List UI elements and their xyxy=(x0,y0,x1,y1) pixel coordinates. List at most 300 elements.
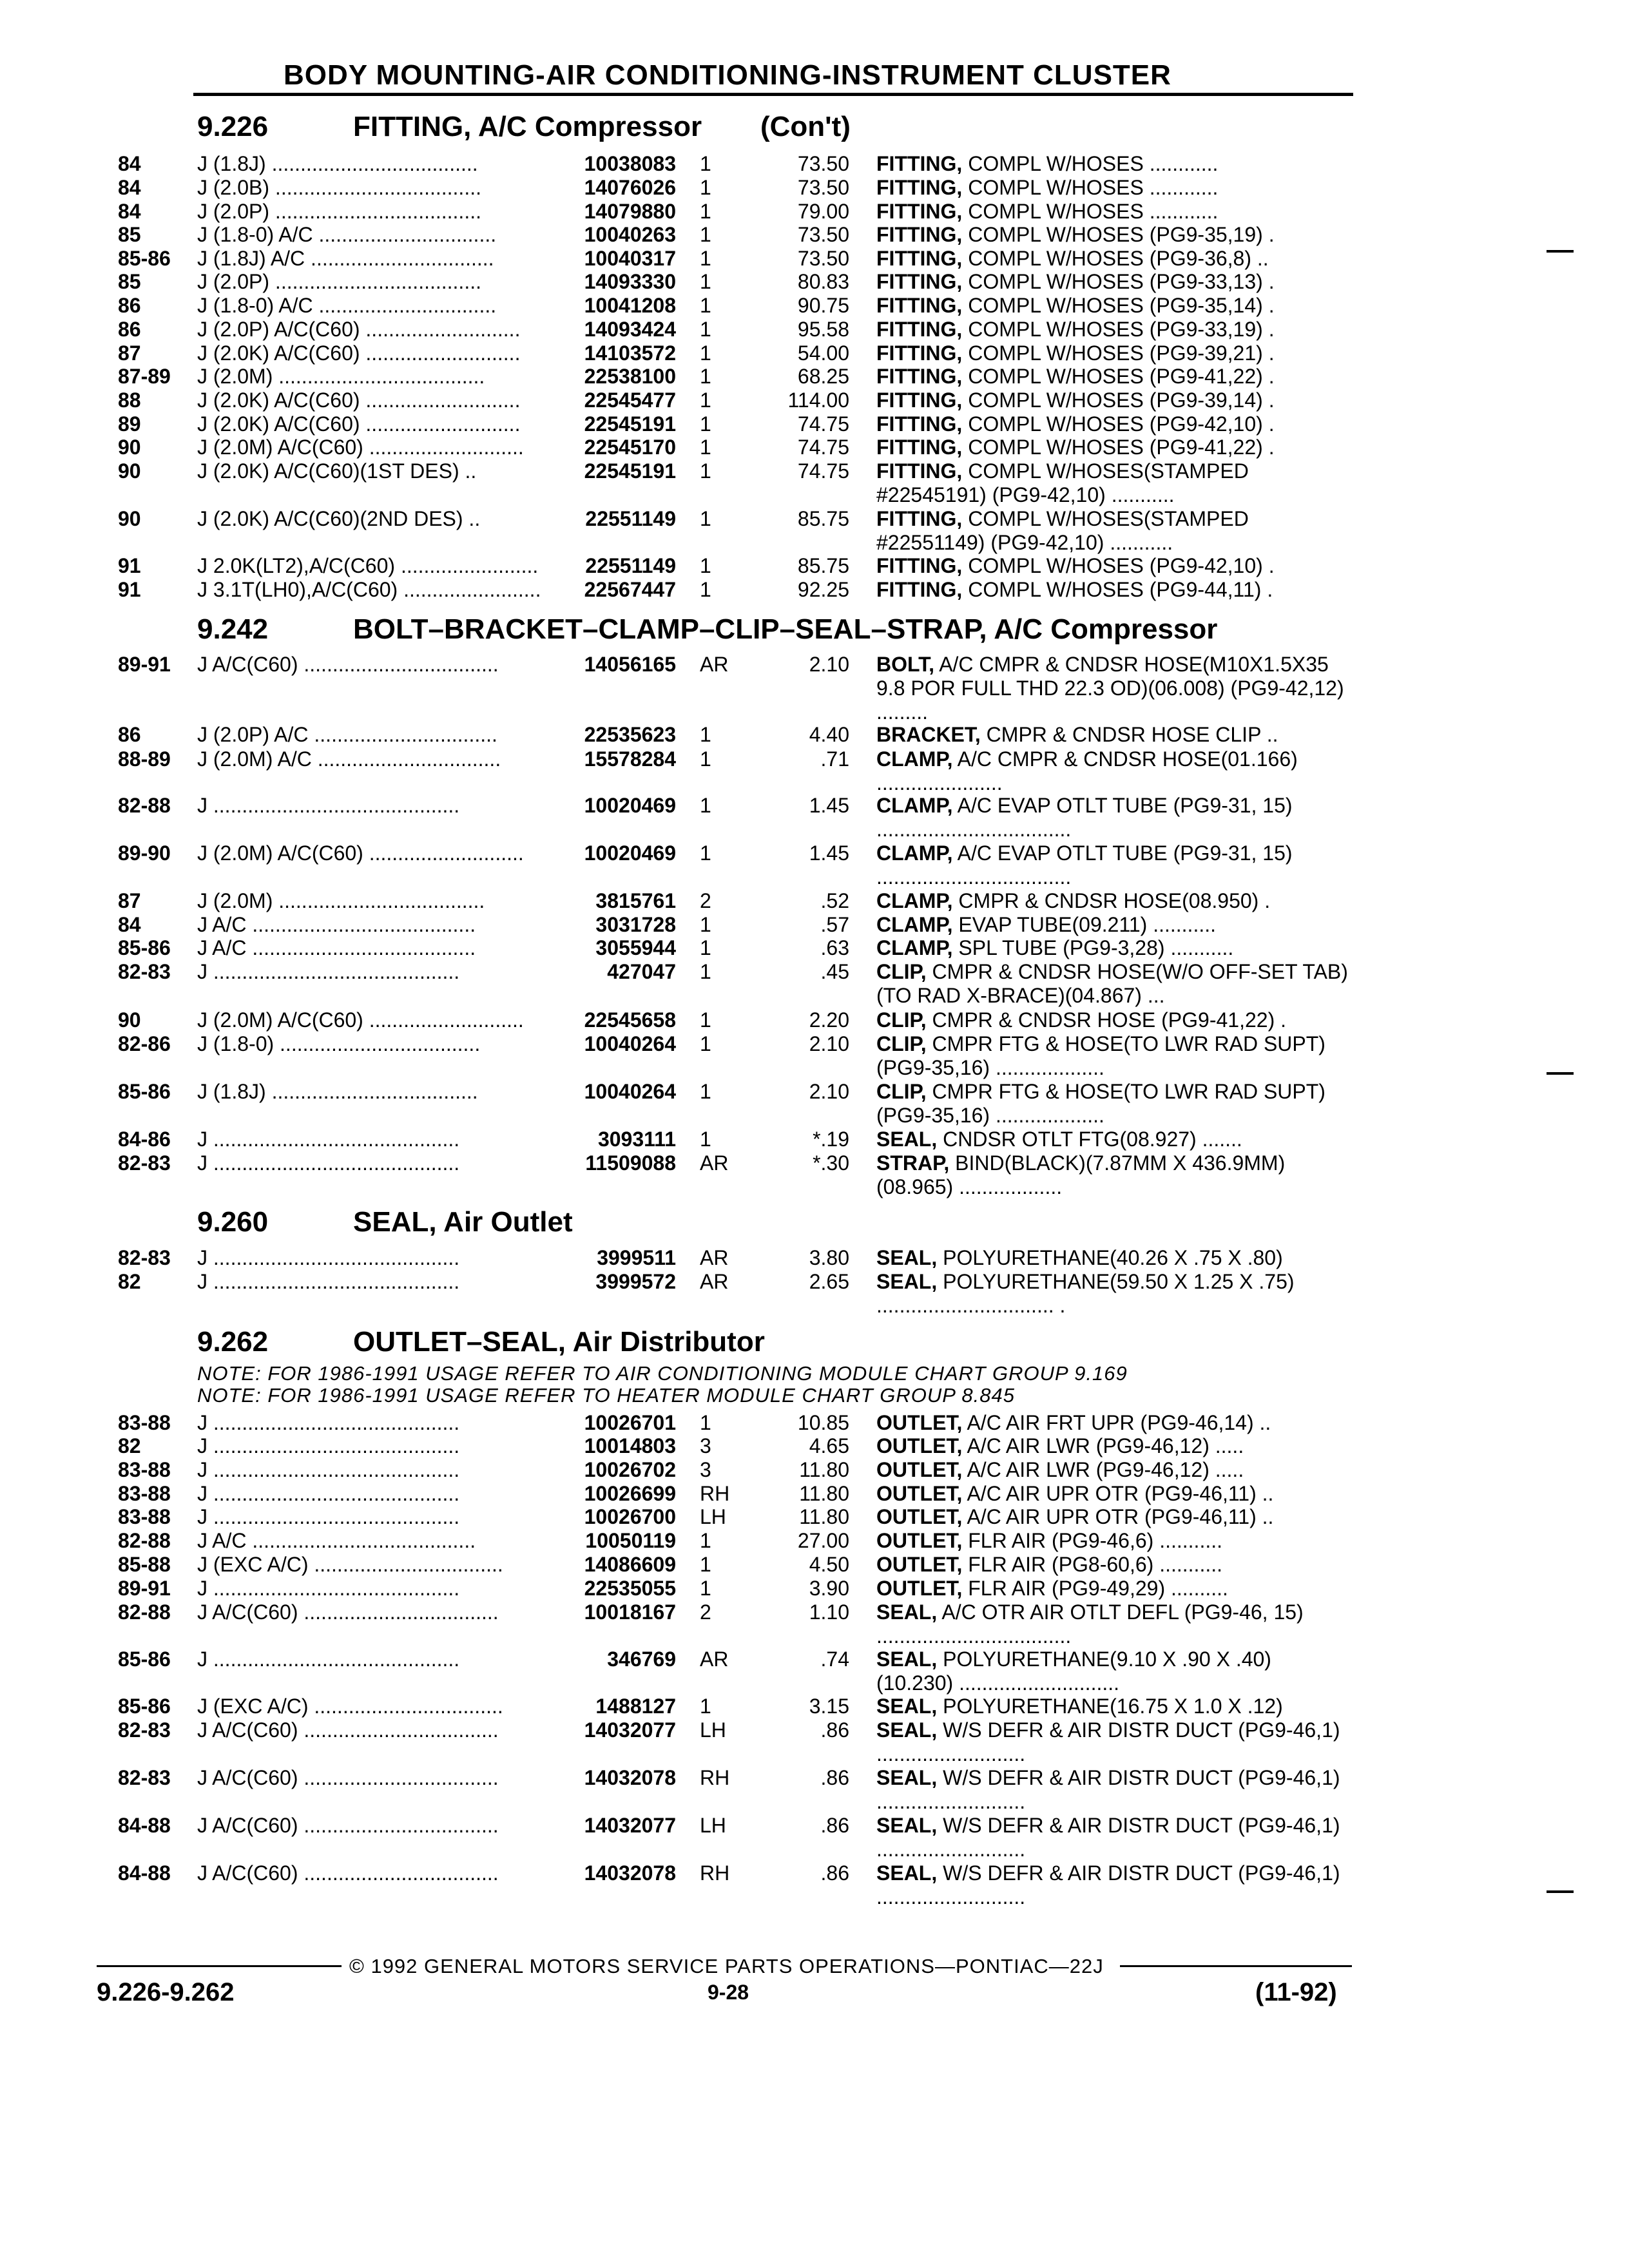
quantity: 1 xyxy=(700,152,711,175)
part-detail: EVAP TUBE(09.211) ........... xyxy=(952,913,1216,936)
quantity: LH xyxy=(700,1814,726,1837)
list-price: 73.50 xyxy=(797,247,849,270)
part-number: 3999511 xyxy=(597,1246,676,1269)
part-noun: SEAL, xyxy=(876,1695,938,1718)
part-number: 22567447 xyxy=(584,578,676,601)
part-description xyxy=(876,1600,1353,1648)
part-number: 10050119 xyxy=(585,1529,676,1552)
part-number: 22535623 xyxy=(584,723,676,746)
margin-mark xyxy=(1547,1072,1574,1075)
usage-code: J ........................................... xyxy=(197,1270,460,1293)
quantity: 1 xyxy=(700,1080,711,1103)
part-detail: POLYURETHANE(16.75 X 1.0 X .12) xyxy=(937,1695,1283,1718)
usage-code: J A/C(C60) .................................. xyxy=(197,1814,499,1837)
list-price: 11.80 xyxy=(799,1482,849,1505)
model-years: 84 xyxy=(118,176,141,199)
quantity: 1 xyxy=(700,1577,711,1600)
quantity: 3 xyxy=(700,1434,711,1457)
part-number: 14032077 xyxy=(584,1814,676,1837)
part-description xyxy=(876,1008,1353,1032)
list-price: .74 xyxy=(820,1648,849,1671)
part-noun: CLIP, xyxy=(876,1080,927,1103)
part-detail: W/S DEFR & AIR DISTR DUCT (PG9-46,1) .......................... xyxy=(876,1718,1340,1765)
part-noun: FITTING, xyxy=(876,389,963,412)
usage-code: J (EXC A/C) ................................. xyxy=(197,1695,503,1718)
model-years: 83-88 xyxy=(118,1458,171,1481)
footer-rule-left xyxy=(97,1965,342,1967)
usage-code: J ........................................... xyxy=(197,1505,460,1528)
part-detail: A/C EVAP OTLT TUBE (PG9-31, 15) .................................. xyxy=(876,841,1293,889)
part-number: 10038083 xyxy=(584,152,676,175)
part-detail: CMPR & CNDSR HOSE(W/O OFF-SET TAB)(TO RAD X-BRACE)(04.867) ... xyxy=(876,960,1348,1007)
list-price: 1.45 xyxy=(809,841,849,865)
part-detail: A/C CMPR & CNDSR HOSE(01.166) ...................... xyxy=(876,747,1298,794)
quantity: AR xyxy=(700,653,729,676)
quantity: 1 xyxy=(700,723,711,746)
part-number: 22538100 xyxy=(584,365,676,388)
quantity: 1 xyxy=(700,913,711,936)
part-number: 15578284 xyxy=(584,747,676,771)
part-noun: CLAMP, xyxy=(876,936,953,959)
model-years: 82-83 xyxy=(118,1766,171,1789)
list-price: .57 xyxy=(820,913,849,936)
part-description xyxy=(876,960,1353,1008)
quantity: 1 xyxy=(700,341,711,365)
list-price: 11.80 xyxy=(799,1458,849,1481)
quantity: AR xyxy=(700,1246,729,1269)
quantity: 1 xyxy=(700,247,711,270)
list-price: 114.00 xyxy=(787,389,849,412)
quantity: 1 xyxy=(700,554,711,577)
part-number: 14093330 xyxy=(584,270,676,293)
quantity: 1 xyxy=(700,1529,711,1552)
part-noun: FITTING, xyxy=(876,436,963,459)
part-number: 22545191 xyxy=(584,412,676,436)
model-years: 85-86 xyxy=(118,1648,171,1671)
usage-code: J ........................................... xyxy=(197,1458,460,1481)
part-noun: FITTING, xyxy=(876,341,963,365)
model-years: 84-86 xyxy=(118,1128,171,1151)
part-description xyxy=(876,412,1353,436)
part-description xyxy=(876,1529,1353,1553)
list-price: 27.00 xyxy=(797,1529,849,1552)
part-description xyxy=(876,223,1353,247)
part-number: 10040317 xyxy=(584,247,676,270)
part-detail: COMPL W/HOSES (PG9-39,21) . xyxy=(962,341,1275,365)
part-noun: CLAMP, xyxy=(876,913,953,936)
part-noun: FITTING, xyxy=(876,554,963,577)
usage-code: J (2.0K) A/C(C60) ........................... xyxy=(197,389,521,412)
list-price: 4.65 xyxy=(809,1434,849,1457)
part-detail: COMPL W/HOSES (PG9-35,14) . xyxy=(962,294,1275,317)
part-detail: COMPL W/HOSES ............ xyxy=(962,152,1219,175)
list-price: 10.85 xyxy=(797,1411,849,1434)
usage-code: J A/C ....................................... xyxy=(197,936,476,959)
footer-group-range: 9.226-9.262 xyxy=(97,1978,235,2006)
model-years: 82-83 xyxy=(118,1151,171,1175)
list-price: .86 xyxy=(820,1766,849,1789)
part-description xyxy=(876,723,1353,747)
usage-code: J (2.0B) .................................... xyxy=(197,176,481,199)
list-price: .86 xyxy=(820,1814,849,1837)
part-number: 22535055 xyxy=(584,1577,676,1600)
part-noun: CLIP, xyxy=(876,1032,927,1055)
part-detail: POLYURETHANE(9.10 X .90 X .40) (10.230) ............................ xyxy=(876,1648,1271,1695)
part-description xyxy=(876,794,1353,841)
usage-code: J A/C ....................................... xyxy=(197,913,476,936)
footer-page-number: 9-28 xyxy=(708,1981,749,2004)
quantity: RH xyxy=(700,1861,730,1885)
part-noun: BOLT, xyxy=(876,653,935,676)
part-description xyxy=(876,1080,1353,1128)
usage-code: J (1.8-0) A/C ............................... xyxy=(197,294,497,317)
model-years: 90 xyxy=(118,436,141,459)
list-price: 2.20 xyxy=(809,1008,849,1032)
part-detail: COMPL W/HOSES ............ xyxy=(962,200,1219,223)
part-description xyxy=(876,341,1353,365)
part-number: 427047 xyxy=(607,960,676,983)
list-price: 92.25 xyxy=(797,578,849,601)
quantity: 1 xyxy=(700,389,711,412)
part-noun: CLIP, xyxy=(876,1008,927,1032)
list-price: 74.75 xyxy=(797,436,849,459)
usage-code: J (2.0M) A/C(C60) ........................... xyxy=(197,841,524,865)
part-description xyxy=(876,436,1353,459)
part-detail: COMPL W/HOSES (PG9-33,19) . xyxy=(962,318,1275,341)
list-price: 3.90 xyxy=(809,1577,849,1600)
model-years: 85 xyxy=(118,270,141,293)
list-price: 2.65 xyxy=(809,1270,849,1293)
part-description xyxy=(876,270,1353,294)
list-price: .86 xyxy=(820,1861,849,1885)
part-description xyxy=(876,1861,1353,1909)
part-number: 10041208 xyxy=(584,294,676,317)
usage-code: J A/C(C60) .................................. xyxy=(197,1861,499,1885)
part-noun: OUTLET, xyxy=(876,1577,963,1600)
quantity: 1 xyxy=(700,365,711,388)
list-price: .45 xyxy=(820,960,849,983)
usage-code: J ........................................... xyxy=(197,1434,460,1457)
model-years: 83-88 xyxy=(118,1411,171,1434)
usage-code: J ........................................... xyxy=(197,1128,460,1151)
part-noun: CLAMP, xyxy=(876,794,953,817)
part-noun: FITTING, xyxy=(876,152,963,175)
part-description xyxy=(876,176,1353,200)
part-detail: COMPL W/HOSES (PG9-42,10) . xyxy=(962,554,1275,577)
list-price: 54.00 xyxy=(797,341,849,365)
part-description xyxy=(876,1553,1353,1577)
list-price: .63 xyxy=(820,936,849,959)
usage-code: J ........................................... xyxy=(197,1246,460,1269)
part-detail: CMPR & CNDSR HOSE CLIP .. xyxy=(980,723,1278,746)
list-price: 3.80 xyxy=(809,1246,849,1269)
part-detail: W/S DEFR & AIR DISTR DUCT (PG9-46,1) .......................... xyxy=(876,1814,1340,1861)
quantity: 1 xyxy=(700,1695,711,1718)
part-number: 3093111 xyxy=(597,1128,676,1151)
model-years: 82-88 xyxy=(118,1529,171,1552)
part-description xyxy=(876,1814,1353,1861)
model-years: 84-88 xyxy=(118,1861,171,1885)
quantity: AR xyxy=(700,1270,729,1293)
list-price: .52 xyxy=(820,889,849,912)
part-noun: OUTLET, xyxy=(876,1434,963,1457)
part-number: 22551149 xyxy=(585,554,676,577)
usage-code: J ........................................... xyxy=(197,1577,460,1600)
part-number: 14032078 xyxy=(584,1766,676,1789)
part-detail: FLR AIR (PG9-46,6) ........... xyxy=(962,1529,1222,1552)
usage-code: J (2.0M) .................................... xyxy=(197,365,485,388)
usage-code: J ........................................... xyxy=(197,960,460,983)
model-years: 82-83 xyxy=(118,1246,171,1269)
part-noun: STRAP, xyxy=(876,1151,950,1175)
part-description xyxy=(876,653,1353,724)
part-description xyxy=(876,365,1353,389)
usage-code: J (1.8J) A/C ................................ xyxy=(197,247,494,270)
part-description xyxy=(876,200,1353,224)
quantity: 1 xyxy=(700,270,711,293)
model-years: 85-86 xyxy=(118,1695,171,1718)
model-years: 88-89 xyxy=(118,747,171,771)
list-price: 79.00 xyxy=(797,200,849,223)
part-noun: FITTING, xyxy=(876,200,963,223)
list-price: 73.50 xyxy=(797,152,849,175)
part-number: 10040264 xyxy=(584,1080,676,1103)
model-years: 91 xyxy=(118,554,141,577)
part-number: 1488127 xyxy=(595,1695,676,1718)
part-noun: FITTING, xyxy=(876,270,963,293)
part-noun: FITTING, xyxy=(876,247,963,270)
quantity: LH xyxy=(700,1718,726,1742)
part-noun: SEAL, xyxy=(876,1270,938,1293)
usage-code: J 2.0K(LT2),A/C(C60) ........................ xyxy=(197,554,539,577)
part-detail: CMPR FTG & HOSE(TO LWR RAD SUPT) (PG9-35,16) ................... xyxy=(876,1080,1325,1127)
part-detail: CNDSR OTLT FTG(08.927) ....... xyxy=(937,1128,1242,1151)
usage-code: J A/C(C60) .................................. xyxy=(197,653,499,676)
part-number: 10020469 xyxy=(584,794,676,817)
usage-code: J ........................................... xyxy=(197,1482,460,1505)
part-detail: POLYURETHANE(40.26 X .75 X .80) xyxy=(937,1246,1283,1269)
part-number: 22545191 xyxy=(584,459,676,483)
model-years: 82-88 xyxy=(118,794,171,817)
footer-copyright: © 1992 GENERAL MOTORS SERVICE PARTS OPERATIONS—PONTIAC—22J xyxy=(349,1955,1104,1977)
usage-code: J (1.8-0) ................................... xyxy=(197,1032,481,1055)
model-years: 84 xyxy=(118,200,141,223)
quantity: LH xyxy=(700,1505,726,1528)
part-number: 22551149 xyxy=(585,507,676,530)
part-number: 3815761 xyxy=(595,889,676,912)
part-detail: A/C AIR UPR OTR (PG9-46,11) .. xyxy=(962,1482,1274,1505)
quantity: 1 xyxy=(700,1411,711,1434)
quantity: 1 xyxy=(700,1032,711,1055)
usage-code: J (2.0K) A/C(C60) ........................... xyxy=(197,412,521,436)
usage-code: J (1.8-0) A/C ............................... xyxy=(197,223,497,246)
usage-code: J (2.0P) .................................... xyxy=(197,270,481,293)
part-description xyxy=(876,913,1353,937)
quantity: 1 xyxy=(700,960,711,983)
part-noun: BRACKET, xyxy=(876,723,981,746)
part-noun: FITTING, xyxy=(876,412,963,436)
part-detail: COMPL W/HOSES (PG9-35,19) . xyxy=(962,223,1275,246)
part-description xyxy=(876,889,1353,913)
model-years: 88 xyxy=(118,389,141,412)
part-description xyxy=(876,1766,1353,1814)
part-description xyxy=(876,1411,1353,1435)
model-years: 84 xyxy=(118,913,141,936)
part-number: 22545658 xyxy=(584,1008,676,1032)
part-noun: CLAMP, xyxy=(876,841,953,865)
part-number: 10040263 xyxy=(584,223,676,246)
quantity: AR xyxy=(700,1648,729,1671)
part-noun: SEAL, xyxy=(876,1814,938,1837)
part-detail: A/C EVAP OTLT TUBE (PG9-31, 15) .................................. xyxy=(876,794,1293,841)
model-years: 82-88 xyxy=(118,1600,171,1624)
part-description xyxy=(876,1270,1353,1318)
usage-code: J ........................................... xyxy=(197,1151,460,1175)
part-noun: SEAL, xyxy=(876,1128,938,1151)
part-noun: OUTLET, xyxy=(876,1553,963,1576)
list-price: .86 xyxy=(820,1718,849,1742)
part-description xyxy=(876,747,1353,795)
model-years: 84-88 xyxy=(118,1814,171,1837)
usage-code: J A/C(C60) .................................. xyxy=(197,1600,499,1624)
usage-code: J A/C ....................................... xyxy=(197,1529,476,1552)
part-detail: A/C AIR LWR (PG9-46,12) ..... xyxy=(962,1434,1244,1457)
part-number: 14103572 xyxy=(584,341,676,365)
model-years: 83-88 xyxy=(118,1482,171,1505)
model-years: 90 xyxy=(118,459,141,483)
list-price: 95.58 xyxy=(797,318,849,341)
part-number: 11509088 xyxy=(585,1151,676,1175)
usage-code: J ........................................... xyxy=(197,794,460,817)
part-number: 22545170 xyxy=(584,436,676,459)
quantity: 1 xyxy=(700,200,711,223)
usage-code: J (2.0P) .................................... xyxy=(197,200,481,223)
section-number: 9.260 xyxy=(197,1206,269,1238)
usage-code: J (2.0M) A/C(C60) ........................... xyxy=(197,1008,524,1032)
usage-code: J 3.1T(LH0),A/C(C60) ........................ xyxy=(197,578,541,601)
section-title: BOLT–BRACKET–CLAMP–CLIP–SEAL–STRAP, A/C Compressor xyxy=(353,613,1218,645)
part-description xyxy=(876,1128,1353,1151)
part-description xyxy=(876,1648,1353,1695)
part-number: 10014803 xyxy=(584,1434,676,1457)
part-noun: SEAL, xyxy=(876,1648,938,1671)
usage-code: J (2.0P) A/C(C60) ........................... xyxy=(197,318,521,341)
part-number: 10026702 xyxy=(584,1458,676,1481)
part-number: 10026699 xyxy=(584,1482,676,1505)
model-years: 87 xyxy=(118,889,141,912)
usage-code: J (2.0P) A/C ................................ xyxy=(197,723,497,746)
header-rule xyxy=(193,93,1353,96)
part-description xyxy=(876,507,1353,555)
model-years: 83-88 xyxy=(118,1505,171,1528)
part-number: 346769 xyxy=(607,1648,676,1671)
part-description xyxy=(876,1458,1353,1482)
section-continued: (Con't) xyxy=(760,111,851,142)
model-years: 82-83 xyxy=(118,1718,171,1742)
part-detail: W/S DEFR & AIR DISTR DUCT (PG9-46,1) .......................... xyxy=(876,1861,1340,1908)
model-years: 85-88 xyxy=(118,1553,171,1576)
part-detail: A/C AIR UPR OTR (PG9-46,11) .. xyxy=(962,1505,1274,1528)
part-description xyxy=(876,247,1353,271)
part-number: 10026700 xyxy=(584,1505,676,1528)
model-years: 86 xyxy=(118,723,141,746)
section-title: OUTLET–SEAL, Air Distributor xyxy=(353,1326,765,1358)
part-noun: FITTING, xyxy=(876,459,963,483)
part-number: 14076026 xyxy=(584,176,676,199)
list-price: 3.15 xyxy=(809,1695,849,1718)
list-price: 2.10 xyxy=(809,1080,849,1103)
model-years: 89-91 xyxy=(118,1577,171,1600)
page-header-title: BODY MOUNTING-AIR CONDITIONING-INSTRUMENT CLUSTER xyxy=(284,59,1171,91)
part-noun: SEAL, xyxy=(876,1600,938,1624)
part-number: 14079880 xyxy=(584,200,676,223)
part-detail: POLYURETHANE(59.50 X 1.25 X .75) ............................... . xyxy=(876,1270,1295,1317)
quantity: 2 xyxy=(700,889,711,912)
part-detail: COMPL W/HOSES (PG9-41,22) . xyxy=(962,436,1275,459)
model-years: 85-86 xyxy=(118,247,171,270)
list-price: 2.10 xyxy=(809,653,849,676)
part-number: 10020469 xyxy=(584,841,676,865)
part-description xyxy=(876,389,1353,412)
section-number: 9.242 xyxy=(197,613,269,645)
quantity: 1 xyxy=(700,412,711,436)
list-price: 1.45 xyxy=(809,794,849,817)
section-title: FITTING, A/C Compressor xyxy=(353,111,702,142)
part-number: 3055944 xyxy=(595,936,676,959)
section-note: NOTE: FOR 1986-1991 USAGE REFER TO AIR CONDITIONING MODULE CHART GROUP 9.169 xyxy=(197,1362,1128,1385)
part-number: 3031728 xyxy=(595,913,676,936)
margin-mark xyxy=(1547,250,1574,253)
part-detail: COMPL W/HOSES (PG9-44,11) . xyxy=(962,578,1273,601)
part-noun: OUTLET, xyxy=(876,1458,963,1481)
part-description xyxy=(876,294,1353,318)
part-detail: A/C AIR FRT UPR (PG9-46,14) .. xyxy=(962,1411,1271,1434)
quantity: 1 xyxy=(700,318,711,341)
part-description xyxy=(876,1246,1353,1270)
list-price: *.19 xyxy=(813,1128,849,1151)
list-price: 74.75 xyxy=(797,459,849,483)
section-number: 9.226 xyxy=(197,111,269,142)
part-description xyxy=(876,1151,1353,1199)
model-years: 85-86 xyxy=(118,1080,171,1103)
usage-code: J (2.0M) A/C ................................ xyxy=(197,747,501,771)
part-detail: COMPL W/HOSES (PG9-36,8) .. xyxy=(962,247,1269,270)
part-detail: COMPL W/HOSES (PG9-41,22) . xyxy=(962,365,1275,388)
list-price: 2.10 xyxy=(809,1032,849,1055)
part-detail: COMPL W/HOSES (PG9-39,14) . xyxy=(962,389,1275,412)
usage-code: J (2.0K) A/C(C60)(1ST DES) .. xyxy=(197,459,477,483)
quantity: 1 xyxy=(700,223,711,246)
section-title: SEAL, Air Outlet xyxy=(353,1206,573,1238)
part-noun: OUTLET, xyxy=(876,1411,963,1434)
part-detail: CMPR FTG & HOSE(TO LWR RAD SUPT) (PG9-35,16) ................... xyxy=(876,1032,1325,1079)
part-description xyxy=(876,1032,1353,1080)
part-description xyxy=(876,459,1353,507)
part-description xyxy=(876,1577,1353,1600)
quantity: 1 xyxy=(700,436,711,459)
list-price: 1.10 xyxy=(809,1600,849,1624)
part-description xyxy=(876,578,1353,602)
list-price: 74.75 xyxy=(797,412,849,436)
list-price: 85.75 xyxy=(797,554,849,577)
quantity: 1 xyxy=(700,794,711,817)
model-years: 82 xyxy=(118,1434,141,1457)
part-description xyxy=(876,152,1353,176)
part-description xyxy=(876,1718,1353,1766)
part-detail: FLR AIR (PG9-49,29) .......... xyxy=(962,1577,1228,1600)
part-detail: COMPL W/HOSES(STAMPED #22545191) (PG9-42,10) ........... xyxy=(876,459,1249,506)
list-price: 11.80 xyxy=(799,1505,849,1528)
